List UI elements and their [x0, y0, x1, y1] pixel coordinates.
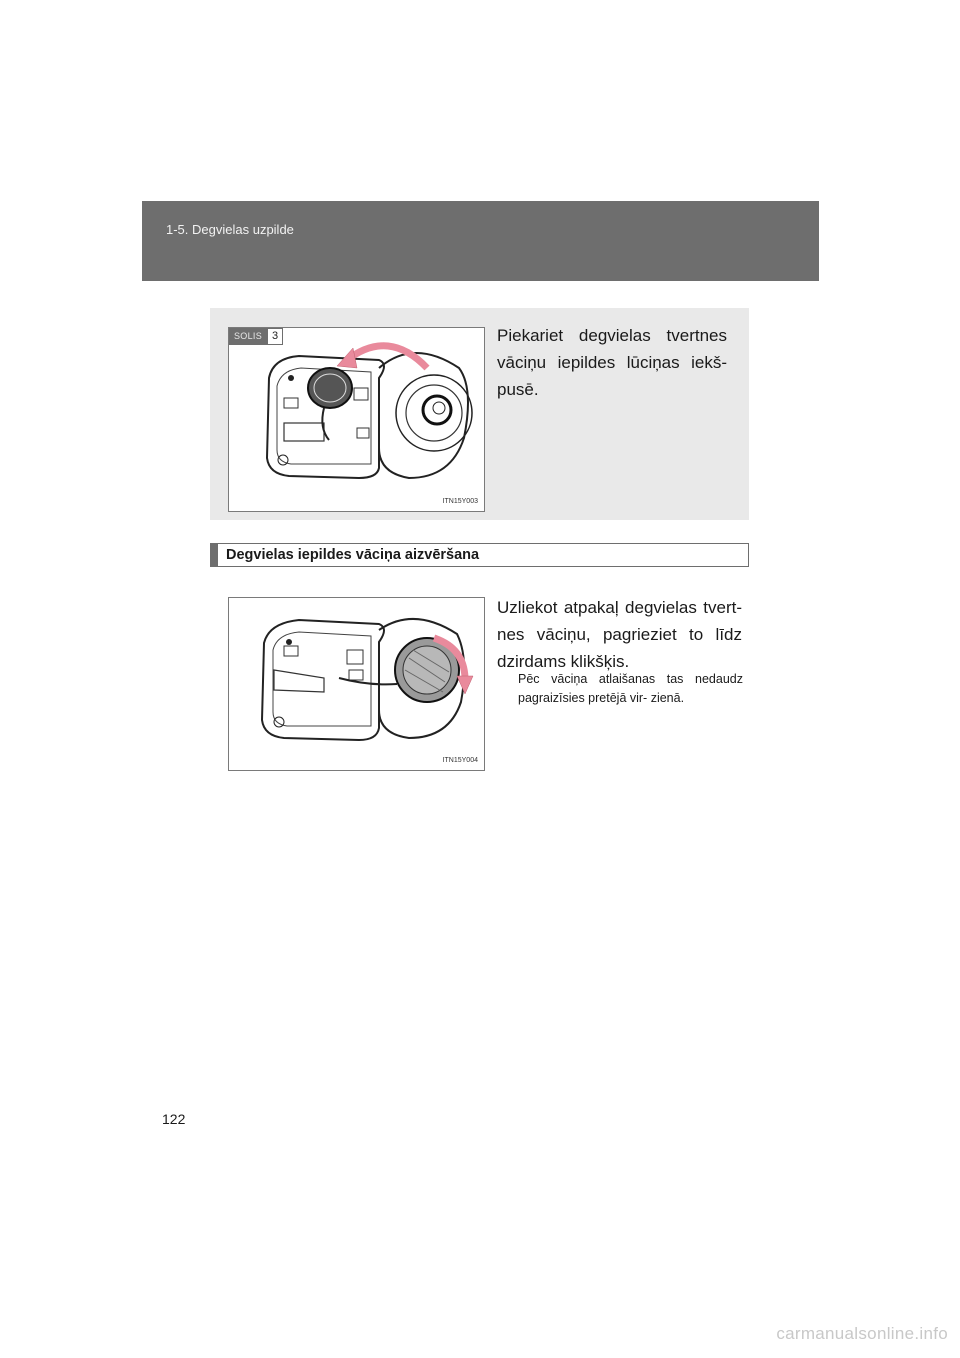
- section-header: [142, 201, 819, 281]
- step-label: SOLIS: [229, 328, 267, 345]
- section-text: Uzliekot atpakaļ degvielas tvert- nes vāciņu, pagrieziet to līdz dzirdams klikšķis.: [497, 598, 742, 671]
- page-number: 122: [162, 1111, 186, 1127]
- watermark-text: carmanualsonline.info: [776, 1324, 948, 1343]
- figure-code: ITN15Y004: [442, 757, 478, 764]
- closing-figure: [228, 597, 485, 771]
- step-badge: [229, 328, 283, 345]
- section-heading-accent: [211, 544, 218, 566]
- step-number: 3: [267, 328, 283, 345]
- section-header-title: 1-5. Degvielas uzpilde: [166, 222, 294, 237]
- figure-code: ITN15Y003: [442, 498, 478, 505]
- step-text: Piekariet degvielas tvertnes vāciņu iepildes lūciņas iekš- pusē.: [497, 326, 727, 399]
- step-figure: [228, 327, 485, 512]
- section-heading-bar: [210, 543, 749, 567]
- section-note: Pēc vāciņa atlaišanas tas nedaudz pagraizīsies pretējā vir- zienā.: [518, 672, 743, 705]
- fuel-cap-tightening-illustration: [229, 598, 484, 770]
- step-panel: [210, 308, 749, 520]
- fuel-cap-hanging-illustration: [229, 328, 484, 511]
- section-heading-title: Degvielas iepildes vāciņa aizvēršana: [226, 547, 480, 563]
